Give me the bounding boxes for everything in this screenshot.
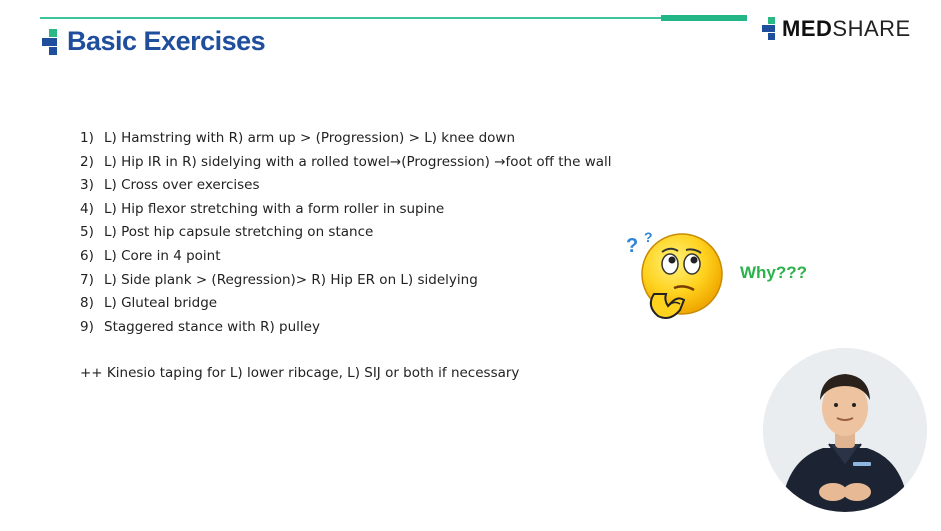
list-item [80,316,612,340]
svg-text:?: ? [626,235,639,257]
slide-header [42,26,265,57]
list-item-number: 1) [80,130,94,146]
list-item-number: 7) [80,271,94,288]
list-item [80,151,612,175]
list-item [80,292,612,316]
list-item-text: L) Hip IR in R) sidelying with a rolled towel→(Progression) →foot off the wall [104,153,612,170]
list-item-text: L) Cross over exercises [104,177,260,194]
list-item [80,127,612,151]
list-item-text: L) Post hip capsule stretching on stance [104,224,374,241]
brand-cross-icon [762,17,780,41]
list-item-number: 9) [80,318,94,335]
list-item-number: 5) [80,224,94,241]
medshare-cross-icon [42,29,64,55]
brand-name-bold: MED [782,16,833,41]
exercise-list [80,127,612,339]
list-item-text: L) Gluteal bridge [104,295,218,312]
thinking-face-icon [624,226,728,326]
list-item-number: 2) [80,153,94,170]
list-item-number: 3) [80,177,94,194]
presenter-avatar [763,348,927,512]
brand-name [782,16,911,42]
brand-logo [762,16,911,42]
list-item [80,221,612,245]
taping-note: ++ Kinesio taping for L) lower ribcage, L) SIJ or both if necessary [80,365,520,381]
list-item-text: L) Hamstring with R) arm up > (Progression) > L) knee down [104,130,516,146]
presenter-video-bubble [763,348,927,512]
list-item [80,269,612,293]
list-item-text: Staggered stance with R) pulley [104,318,320,335]
list-item [80,174,612,198]
list-item-text: L) Core in 4 point [104,247,221,264]
page-title: Basic Exercises [67,26,266,56]
list-item-number: 8) [80,295,94,312]
why-callout: Why??? [740,263,808,282]
list-item [80,245,612,269]
brand-name-light: SHARE [832,16,911,41]
header-accent-bar [661,15,747,21]
svg-text:?: ? [644,229,653,245]
list-item-text: L) Side plank > (Regression)> R) Hip ER on L) sidelying [104,271,478,288]
list-item-text: L) Hip flexor stretching with a form roller in supine [104,200,445,217]
header-divider-line [40,17,747,19]
list-item [80,198,612,222]
list-item-number: 4) [80,200,94,217]
list-item-number: 6) [80,247,94,264]
